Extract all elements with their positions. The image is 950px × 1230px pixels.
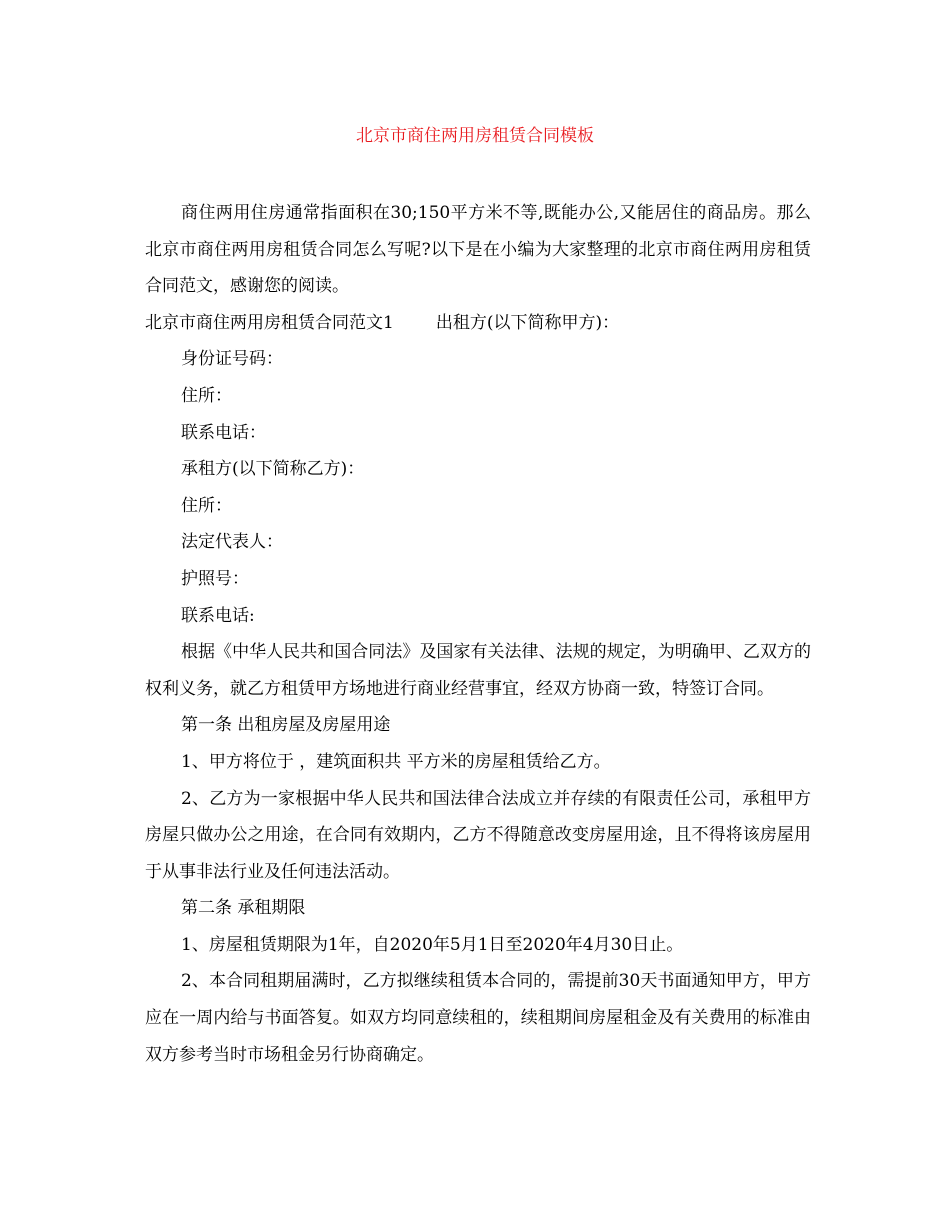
- sample-heading: 北京市商住两用房租赁合同范文1: [145, 312, 394, 333]
- article1-item2: 2、乙方为一家根据中华人民共和国法律合法成立并存续的有限责任公司，承租甲方房屋只做办公之用途，在合同有效期内，乙方不得随意改变房屋用途，且不得将该房屋用于从事非法行业及任何违法活动。: [145, 788, 811, 882]
- preamble-paragraph: 根据《中华人民共和国合同法》及国家有关法律、法规的规定，为明确甲、乙双方的权利义务，就乙方租赁甲方场地进行商业经营事宜，经双方协商一致，特签订合同。: [145, 642, 811, 699]
- legal-rep-label: 法定代表人：: [181, 532, 283, 553]
- article2-heading: 第二条 承租期限: [181, 898, 306, 919]
- passport-label: 护照号：: [181, 568, 249, 589]
- lessor-phone-label: 联系电话：: [181, 422, 266, 443]
- intro-paragraph: 商住两用住房通常指面积在30;150平方米不等,既能办公,又能居住的商品房。那么北京市商住两用房租赁合同怎么写呢?以下是在小编为大家整理的北京市商住两用房租赁合同范文，感谢您的阅读。: [145, 203, 811, 297]
- sample-heading-line: [145, 305, 811, 342]
- article1-heading: 第一条 出租房屋及房屋用途: [181, 715, 391, 736]
- lessor-label: 出租方(以下简称甲方)：: [435, 312, 620, 333]
- document-body: [145, 195, 811, 1073]
- document-title: 北京市商住两用房租赁合同模板: [356, 126, 594, 146]
- lessee-label: 承租方(以下简称乙方)：: [181, 459, 365, 480]
- lessor-address-label: 住所：: [181, 385, 232, 406]
- article2-item2: 2、本合同租期届满时，乙方拟继续租赁本合同的，需提前30天书面通知甲方，甲方应在一周内给与书面答复。如双方均同意续租的，续租期间房屋租金及有关费用的标准由双方参考当时市场租金另行协商确定。: [145, 971, 811, 1065]
- article2-item1: 1、房屋租赁期限为1年，自2020年5月1日至2020年4月30日止。: [181, 934, 684, 955]
- lessee-address-label: 住所：: [181, 495, 232, 516]
- lessee-phone-label: 联系电话:: [181, 605, 255, 626]
- id-number-label: 身份证号码：: [181, 349, 283, 370]
- article1-item1: 1、甲方将位于 ，建筑面积共 平方米的房屋租赁给乙方。: [181, 751, 611, 772]
